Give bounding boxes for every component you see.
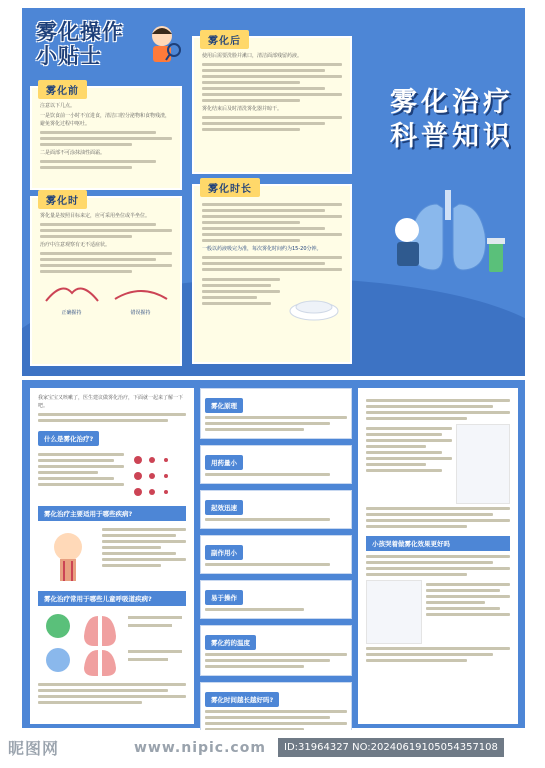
after-paragraph-2: 雾化结束后及时清洗雾化器并晾干。 — [202, 106, 283, 112]
after-paragraph-1: 使用后需要洗脸并漱口，清洁面部残留药液。 — [202, 53, 303, 59]
back-column-middle — [200, 388, 352, 724]
main-title-line2: 小贴士 — [36, 44, 102, 68]
card-duration — [192, 184, 352, 364]
heading-fast: 起效迅速 — [205, 500, 243, 515]
heading-child-diseases: 雾化治疗常用于哪些儿童呼吸道疾病? — [38, 591, 186, 606]
tag-after: 雾化后 — [200, 30, 249, 49]
watermark-url: www.nipic.com — [134, 740, 266, 756]
tag-duration: 雾化时长 — [200, 178, 260, 197]
heading-easy: 易于操作 — [205, 590, 243, 605]
wrong-hold-illustration — [111, 279, 171, 305]
mid-card-fast — [200, 490, 352, 529]
duration-paragraph-1: 一般以药液吸完为准，每次雾化时间约为15-20分钟。 — [202, 246, 322, 252]
mid-card-dose — [200, 445, 352, 484]
kid-magnifier-illustration — [142, 22, 182, 68]
watermark-site: 昵图网 — [8, 739, 60, 758]
heading-principle: 雾化原理 — [205, 398, 243, 413]
ultrasonic-nebulizer-icon — [286, 275, 342, 325]
card-after — [192, 36, 352, 174]
column-middle — [192, 30, 358, 370]
mid-card-easy — [200, 580, 352, 619]
during-caption-1: 正确握持 — [61, 310, 82, 316]
heading-what: 什么是雾化治疗? — [38, 431, 99, 446]
heading-temperature: 雾化药的温度 — [205, 635, 256, 650]
intro-text: 我家宝宝又咳嗽了，医生建议做雾化治疗，下面就一起来了解一下吧。 — [38, 395, 184, 409]
cover-title-line2: 科普知识 — [390, 121, 514, 152]
brochure-back-spread — [22, 380, 525, 728]
heading-longer: 雾化时间越长越好吗? — [205, 692, 279, 707]
mid-card-principle — [200, 388, 352, 439]
watermark-id: ID:31964327 NO:20240619105054357108 — [278, 738, 504, 757]
during-paragraph-1: 雾化量是按照目标来定，应可采用坐位或半坐位。 — [40, 213, 151, 219]
main-title-line1: 雾化操作 — [36, 20, 124, 44]
back-column-right — [358, 388, 518, 724]
brochure-front-spread — [22, 8, 525, 376]
card-before — [30, 86, 182, 190]
before-paragraph-2: 一是饮食前一小时不宜进食，清洁口腔分泌物和食物残渣，避免雾化过程中呕吐。 — [40, 113, 171, 127]
heading-crying: 小孩哭着做雾化效果更好吗 — [366, 536, 510, 551]
card-during — [30, 196, 182, 366]
lungs-child-illustration — [377, 184, 519, 294]
correct-hold-illustration — [42, 279, 102, 305]
back-column-left — [30, 388, 194, 724]
tag-before: 雾化前 — [38, 80, 87, 99]
during-paragraph-2: 治疗中注意观察有无不适症状。 — [40, 242, 111, 248]
particle-diagram — [128, 450, 186, 500]
heading-side-effect: 副作用小 — [205, 545, 243, 560]
child-lungs-grid — [38, 610, 186, 676]
heading-dose: 用药量小 — [205, 455, 243, 470]
mid-card-side-effect — [200, 535, 352, 574]
before-paragraph-1: 注意以下几点。 — [40, 103, 76, 109]
during-caption-2: 错误握持 — [130, 310, 151, 316]
nebulizer-child-image — [366, 580, 422, 644]
before-paragraph-3: 二是面部不可涂抹油性面霜。 — [40, 150, 106, 156]
column-left — [28, 14, 184, 370]
main-title — [36, 20, 142, 68]
heading-diseases: 雾化治疗主要适用于哪些疾病? — [38, 506, 186, 521]
throat-illustration — [38, 525, 98, 585]
tag-during: 雾化时 — [38, 190, 87, 209]
cover-title-line1: 雾化治疗 — [390, 87, 514, 118]
cover-title — [382, 86, 522, 154]
mask-child-image — [456, 424, 510, 504]
mid-card-temperature — [200, 625, 352, 676]
